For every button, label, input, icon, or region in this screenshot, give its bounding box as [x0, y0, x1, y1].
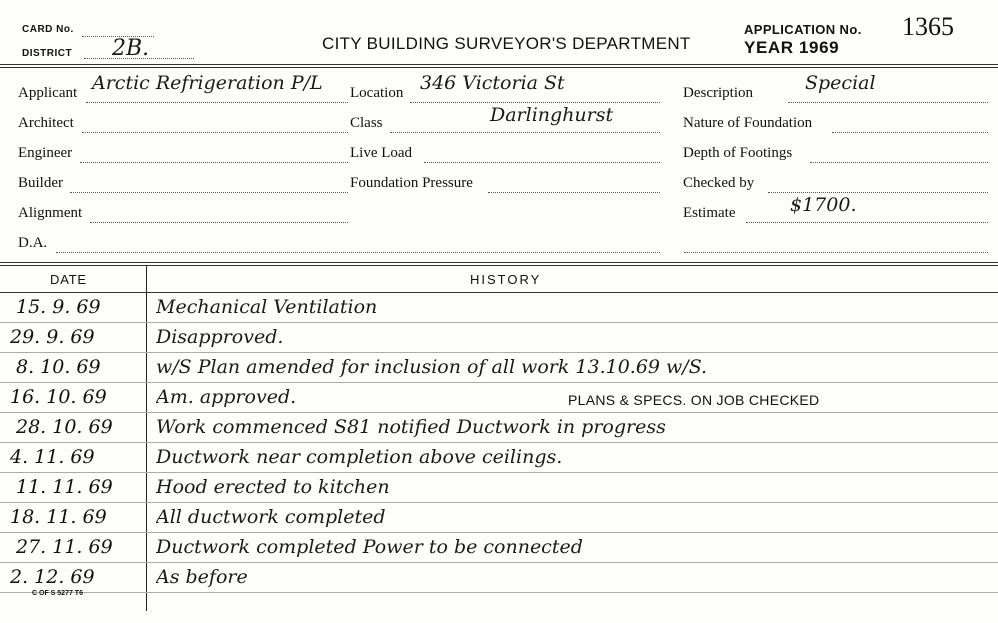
history-date: 2. 12. 69: [10, 566, 95, 588]
applicant-value: Arctic Refrigeration P/L: [92, 72, 323, 94]
live-load-label: Live Load: [350, 145, 413, 161]
location-line: [410, 102, 660, 103]
description-value: Special: [805, 72, 876, 94]
row-rule: [0, 532, 998, 533]
date-header: DATE: [50, 272, 87, 287]
alignment-label: Alignment: [18, 205, 83, 221]
history-entry: As before: [156, 566, 248, 588]
depth-line: [810, 162, 988, 163]
district-label: DISTRICT: [22, 48, 73, 59]
history-top-rule: [0, 262, 998, 263]
foundation-pressure-label: Foundation Pressure: [350, 175, 473, 191]
history-date: 16. 10. 69: [10, 386, 107, 408]
history-header-rule: [0, 292, 998, 293]
history-entry: Am. approved.: [156, 386, 297, 408]
history-entry: Work commenced S81 notified Ductwork in progress: [156, 416, 666, 438]
row-rule: [0, 562, 998, 563]
nature-of-foundation-label: Nature of Foundation: [683, 115, 813, 131]
history-date: 29. 9. 69: [10, 326, 95, 348]
form-code: C OF S 5277 T6: [32, 590, 83, 597]
checked-stamp: PLANS & SPECS. ON JOB CHECKED: [568, 392, 820, 408]
top-rule: [0, 64, 998, 65]
row-rule: [0, 592, 998, 593]
description-label: Description: [683, 85, 753, 101]
location-value: 346 Victoria St: [420, 72, 565, 94]
location-label: Location: [350, 85, 404, 101]
alignment-line: [90, 222, 348, 223]
da-label: D.A.: [18, 235, 48, 251]
builder-label: Builder: [18, 175, 63, 191]
history-date: 8. 10. 69: [16, 356, 101, 378]
card-no-label: CARD No.: [22, 24, 74, 35]
checked-line: [768, 192, 988, 193]
row-rule: [0, 352, 998, 353]
history-date: 15. 9. 69: [16, 296, 101, 318]
engineer-line: [80, 162, 348, 163]
history-entry: Ductwork near completion above ceilings.: [156, 446, 563, 468]
architect-label: Architect: [18, 115, 74, 131]
applicant-label: Applicant: [18, 85, 78, 101]
builder-line: [70, 192, 348, 193]
history-top-rule-2: [0, 265, 998, 266]
history-header: HISTORY: [470, 272, 542, 287]
estimate-label: Estimate: [683, 205, 736, 221]
history-date: 11. 11. 69: [16, 476, 113, 498]
da-line: [56, 252, 660, 253]
district-value: 2B.: [112, 36, 150, 61]
history-entry: Hood erected to kitchen: [156, 476, 390, 498]
history-date: 28. 10. 69: [16, 416, 113, 438]
estimate-line: [746, 222, 988, 223]
row-rule: [0, 472, 998, 473]
history-entry: Mechanical Ventilation: [156, 296, 378, 318]
class-line: [390, 132, 660, 133]
checked-by-label: Checked by: [683, 175, 755, 191]
history-entry: Ductwork completed Power to be connected: [156, 536, 583, 558]
history-date: 18. 11. 69: [10, 506, 107, 528]
row-rule: [0, 322, 998, 323]
application-number: 1365: [902, 12, 954, 41]
date-column-divider: [146, 266, 147, 611]
foundation-pressure-line: [488, 192, 660, 193]
location-value-suburb: Darlinghurst: [490, 104, 614, 126]
history-date: 27. 11. 69: [16, 536, 113, 558]
extra-line: [684, 252, 988, 253]
live-load-line: [424, 162, 660, 163]
department-title: CITY BUILDING SURVEYOR'S DEPARTMENT: [322, 34, 691, 53]
row-rule: [0, 412, 998, 413]
application-label: APPLICATION No.: [744, 22, 862, 37]
applicant-line: [86, 102, 348, 103]
class-label: Class: [350, 115, 383, 131]
history-entry: w/S Plan amended for inclusion of all work 13.10.69 w/S.: [156, 356, 708, 378]
row-rule: [0, 502, 998, 503]
row-rule: [0, 382, 998, 383]
history-date: 4. 11. 69: [10, 446, 95, 468]
estimate-value: $1700.: [790, 194, 857, 216]
nature-line: [832, 132, 988, 133]
engineer-label: Engineer: [18, 145, 73, 161]
history-entry: All ductwork completed: [156, 506, 386, 528]
row-rule: [0, 442, 998, 443]
description-line: [788, 102, 988, 103]
history-entry: Disapproved.: [156, 326, 284, 348]
architect-line: [82, 132, 348, 133]
top-rule-2: [0, 67, 998, 68]
year-label: YEAR 1969: [744, 38, 840, 57]
depth-of-footings-label: Depth of Footings: [683, 145, 793, 161]
